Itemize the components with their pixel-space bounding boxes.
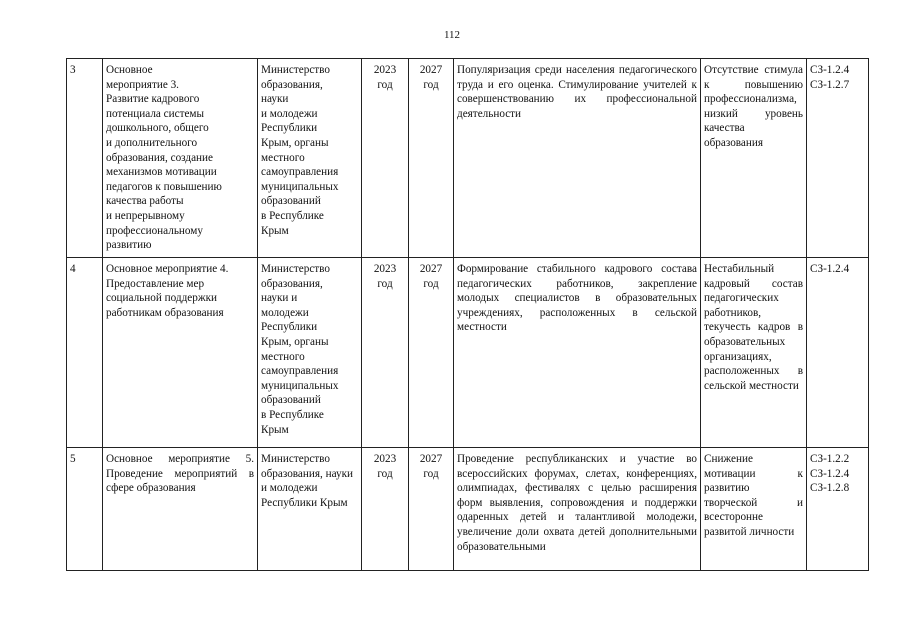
result-cell: Проведение республиканских и участие во всероссийских форумах, слетах, конференциях, олимпиадах, фестивалях с целью расширения форм выявления, сопровождения и поддержки одаренных детей и талантливой молодежи, увеличение доли охвата детей дополнительными образовательными xyxy=(454,448,701,571)
executor-cell: Министерство образования, науки и молодежи Республики Крым, органы местного самоуправления муниципальных образований в Республике Крым xyxy=(258,258,362,448)
end-year-cell: 2027 год xyxy=(409,59,454,258)
end-year-cell: 2027 год xyxy=(409,258,454,448)
consequences-cell: Нестабильный кадровый состав педагогических работников, текучесть кадров в образовательных организациях, расположенных в сельской местности xyxy=(701,258,807,448)
row-number: 3 xyxy=(67,59,103,258)
result-cell: Популяризация среди населения педагогического труда и его оценка. Стимулирование учителей к совершенствованию их профессиональной деятельности xyxy=(454,59,701,258)
table-row xyxy=(67,448,869,571)
measures-table xyxy=(66,58,869,571)
executor-cell: Министерство образования, науки и молодежи Республики Крым, органы местного самоуправления муниципальных образований в Республике Крым xyxy=(258,59,362,258)
table-row xyxy=(67,258,869,448)
measure-cell: Основное мероприятие 4. Предоставление мер социальной поддержки работникам образования xyxy=(103,258,258,448)
table-row xyxy=(67,59,869,258)
indicators-cell: СЗ-1.2.4 xyxy=(807,258,869,448)
consequences-cell: Снижение мотивации к развитию творческой и всесторонне развитой личности xyxy=(701,448,807,571)
page-number: 112 xyxy=(443,29,461,41)
start-year-cell: 2023 год xyxy=(362,448,409,571)
end-year-cell: 2027 год xyxy=(409,448,454,571)
measure-cell: Основное мероприятие 5. Проведение мероприятий в сфере образования xyxy=(103,448,258,571)
executor-cell: Министерство образования, науки и молодежи Республики Крым xyxy=(258,448,362,571)
row-number: 5 xyxy=(67,448,103,571)
start-year-cell: 2023 год xyxy=(362,258,409,448)
result-cell: Формирование стабильного кадрового состава педагогических работников, закрепление молодых специалистов в образовательных учреждениях, расположенных в сельской местности xyxy=(454,258,701,448)
indicators-cell: СЗ-1.2.4 СЗ-1.2.7 xyxy=(807,59,869,258)
consequences-cell: Отсутствие стимула к повышению профессионализма, низкий уровень качества образования xyxy=(701,59,807,258)
start-year-cell: 2023 год xyxy=(362,59,409,258)
indicators-cell: СЗ-1.2.2 СЗ-1.2.4 СЗ-1.2.8 xyxy=(807,448,869,571)
measure-cell: Основное мероприятие 3. Развитие кадрового потенциала системы дошкольного, общего и дополнительного образования, создание механизмов мотивации педагогов к повышению качества работы и непрерывному профессиональному развитию xyxy=(103,59,258,258)
row-number: 4 xyxy=(67,258,103,448)
